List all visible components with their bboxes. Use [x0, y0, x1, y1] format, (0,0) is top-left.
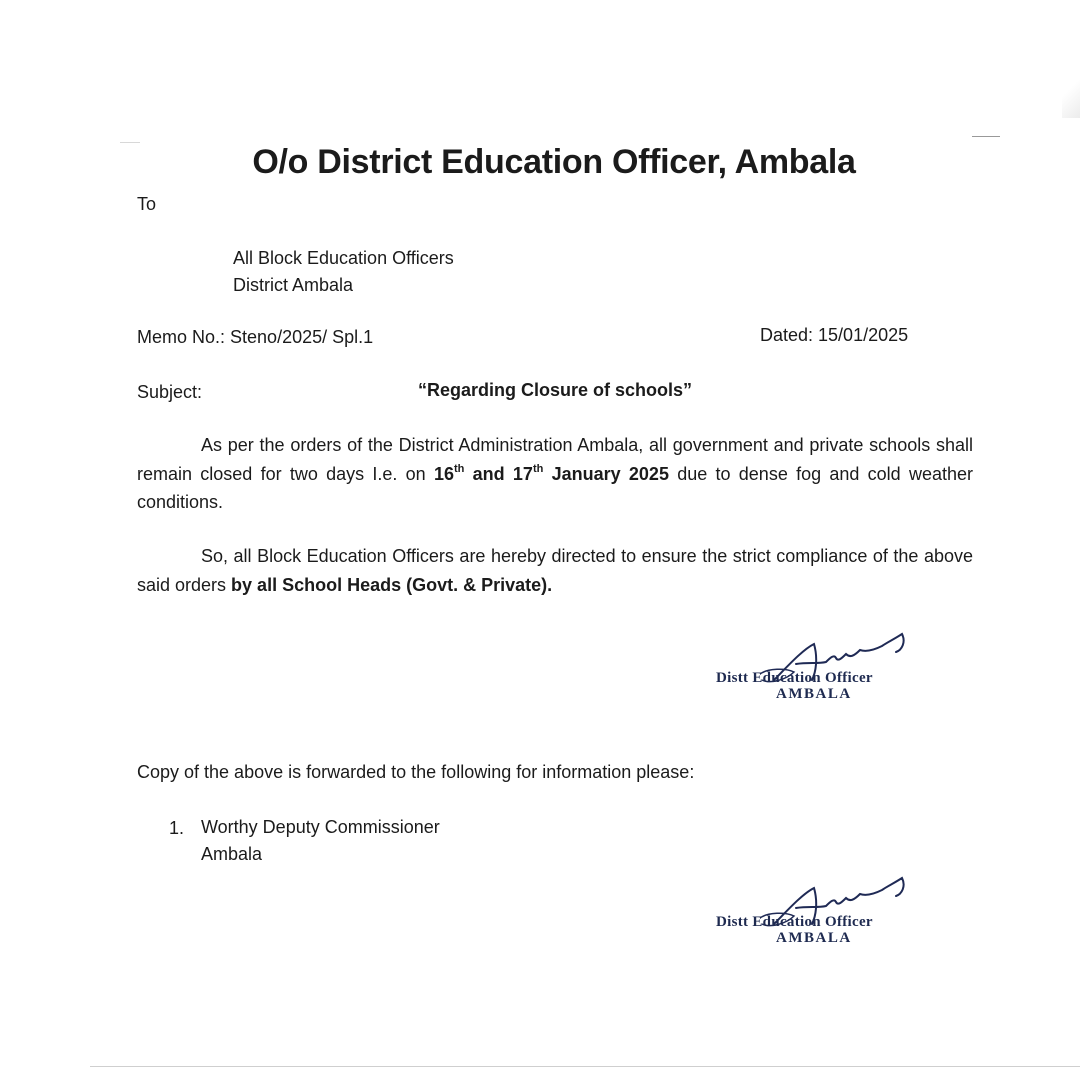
- copy-item-line-2: Ambala: [201, 844, 263, 864]
- recipient-line-1: All Block Education Officers: [233, 248, 454, 268]
- stamp-line-2: AMBALA: [776, 686, 852, 702]
- p2-text: So, all Block Education Officers are hereby directed to ensure the strict compliance of the above said orders: [137, 546, 973, 595]
- scan-line: [972, 136, 1000, 137]
- p1-tail: due to dense fog and cold weather conditions.: [137, 463, 973, 512]
- body-paragraph-1: [137, 431, 973, 517]
- p1-month: January 2025: [543, 463, 669, 484]
- p1-sup-1: th: [454, 462, 465, 475]
- subject-label: Subject:: [137, 382, 203, 402]
- recipient-line-2: District Ambala: [233, 275, 354, 295]
- to-label: To: [137, 194, 157, 214]
- stamp-line-2: AMBALA: [776, 930, 852, 946]
- copy-intro: Copy of the above is forwarded to the following for information please:: [137, 762, 695, 782]
- stamp-line-1: Distt Education Officer: [716, 670, 873, 686]
- copy-item-line-1: Worthy Deputy Commissioner: [201, 817, 440, 837]
- page-bottom-line: [90, 1066, 1080, 1067]
- page-title: O/o District Education Officer, Ambala: [252, 143, 856, 181]
- p1-sup-2: th: [532, 462, 544, 475]
- page-edge-shadow: [1062, 70, 1080, 118]
- memo-number: Memo No.: Steno/2025/ Spl.1: [137, 327, 374, 347]
- p1-date-1: 16: [433, 463, 454, 484]
- body-paragraph-2: [137, 542, 973, 599]
- p1-text: As per the orders of the District Administration Ambala, all government and private schools shall remain closed for two days I.e. on: [137, 435, 973, 484]
- copy-item-number: 1.: [169, 818, 185, 838]
- stamp-line-1: Distt Education Officer: [716, 914, 873, 930]
- memo-date: Dated: 15/01/2025: [760, 325, 909, 345]
- subject-text: “Regarding Closure of schools”: [418, 380, 693, 400]
- p2-bold: by all School Heads (Govt. & Private).: [231, 574, 553, 595]
- p1-and: and 17: [464, 463, 533, 484]
